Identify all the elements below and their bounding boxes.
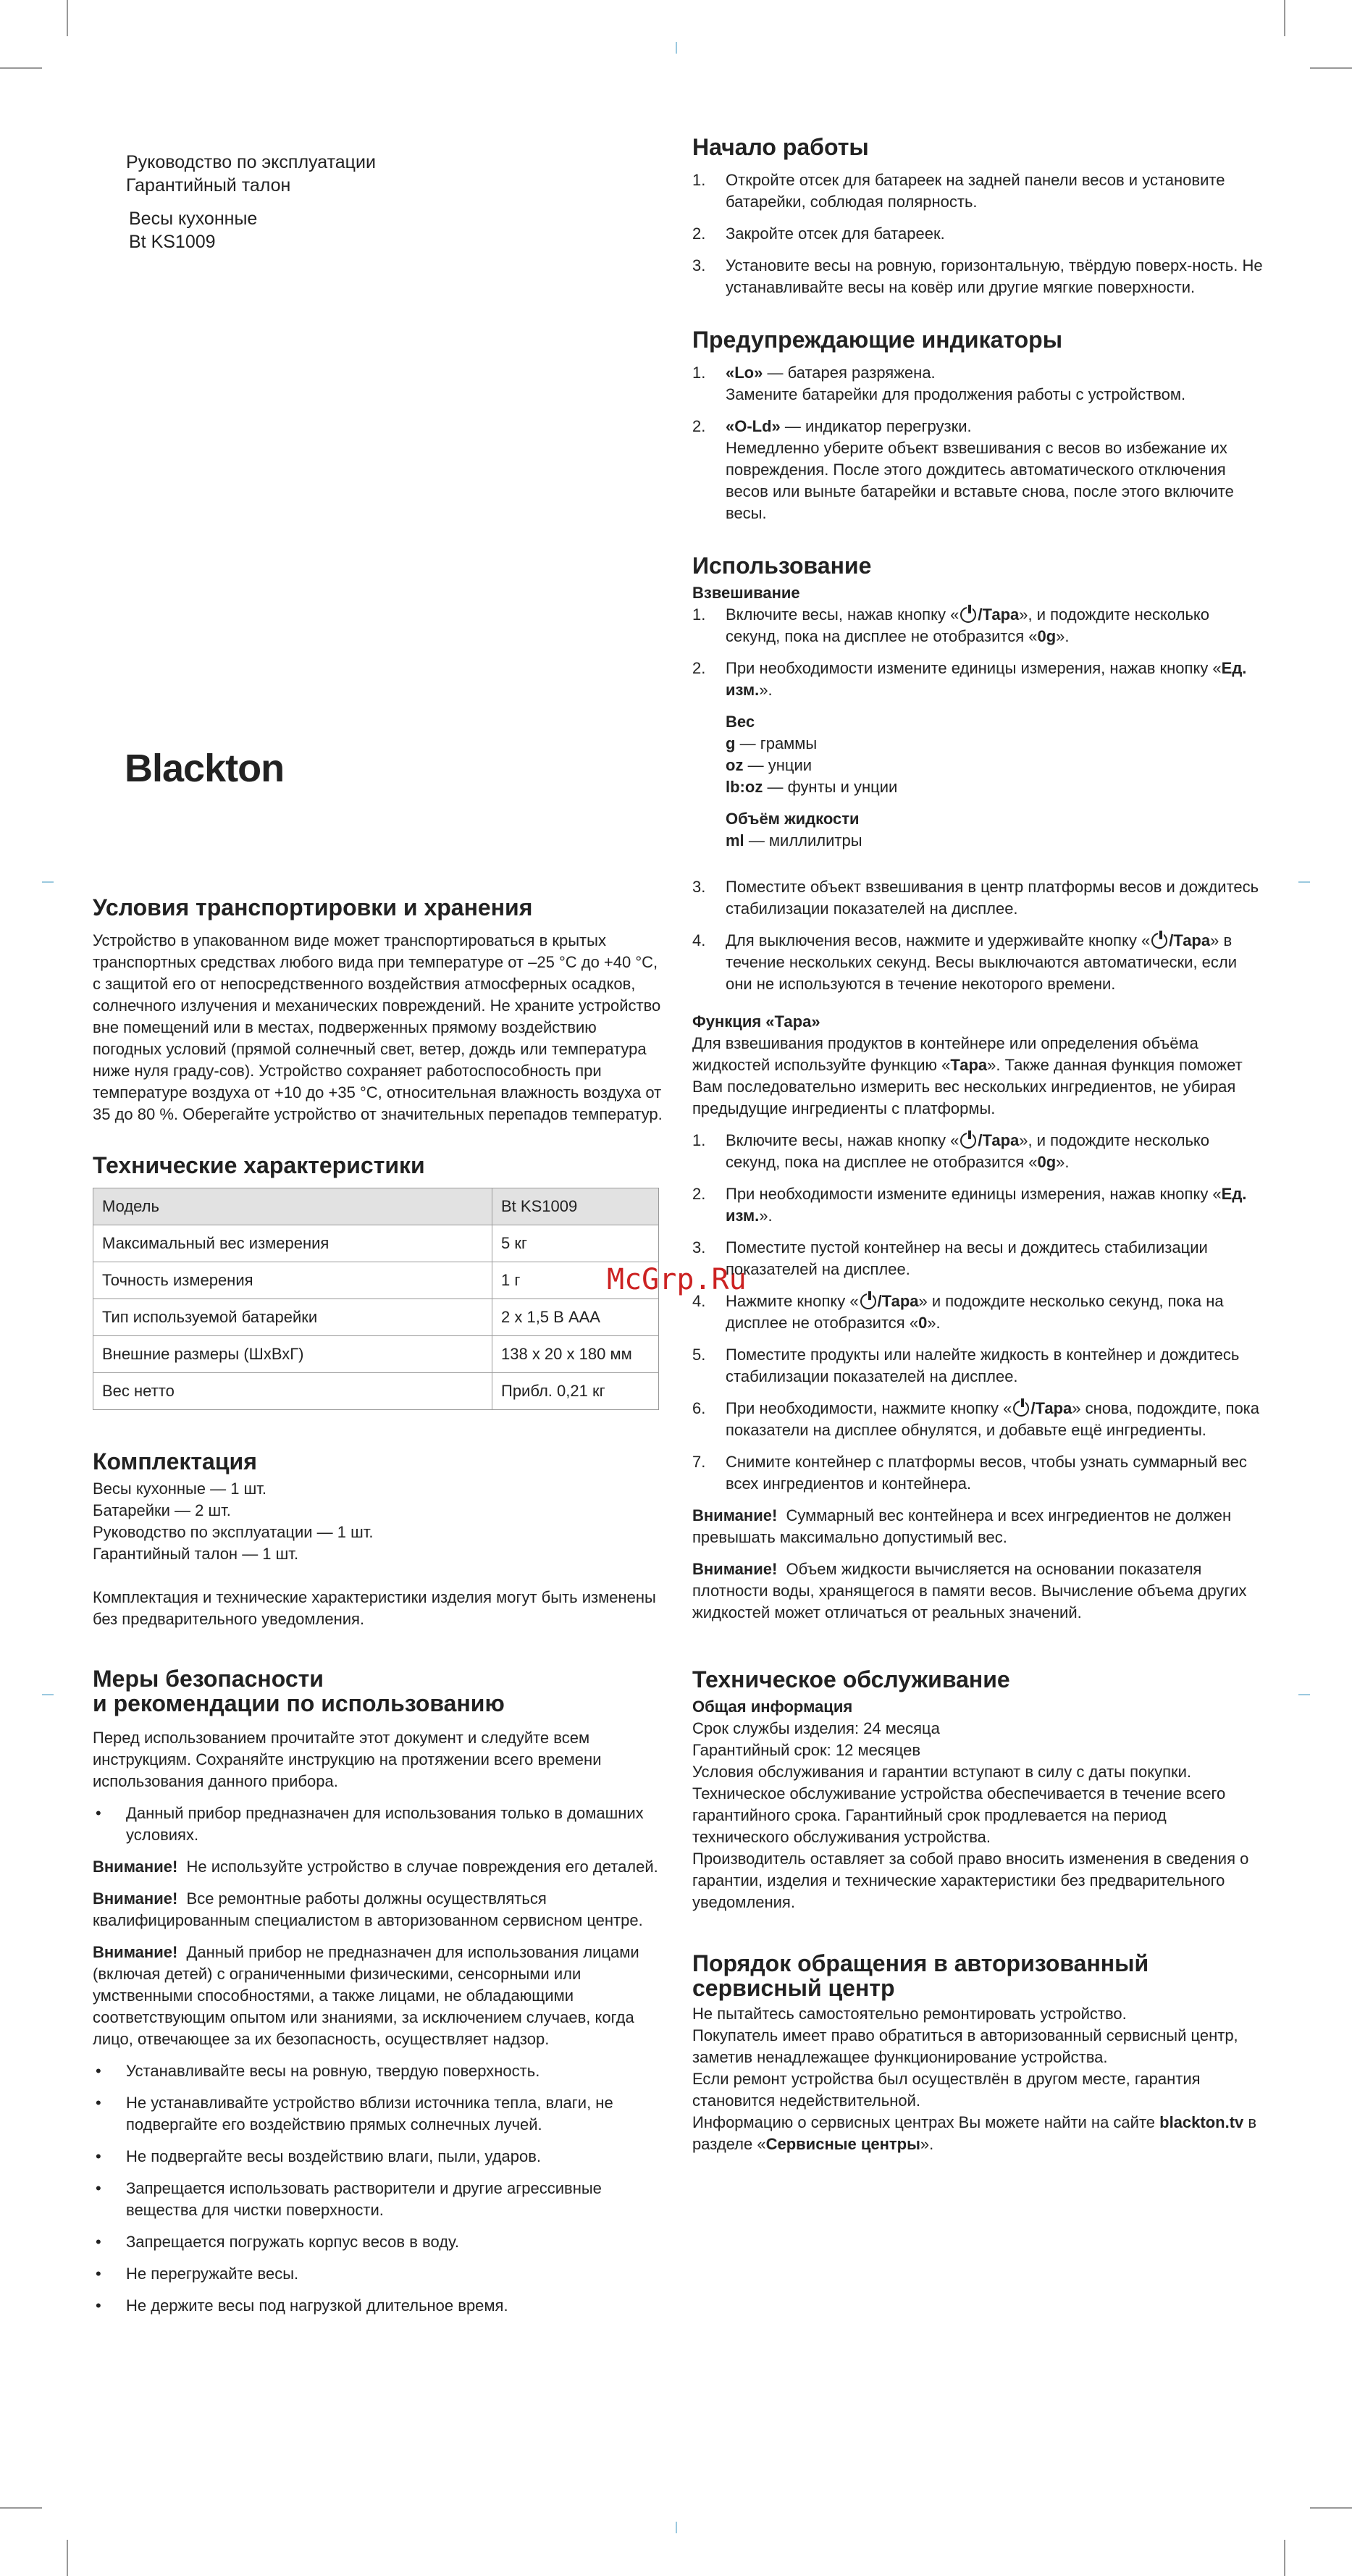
kit-title: Комплектация: [93, 1448, 257, 1474]
center-line: Если ремонт устройства был осуществлён в другом месте, гарантия становится недействительной.: [692, 2070, 1201, 2110]
list-item: • Не держите весы под нагрузкой длительное время.: [93, 2295, 665, 2317]
product-name: Весы кухонные: [129, 209, 258, 229]
list-item: 3. Поместите пустой контейнер на весы и дождитесь стабилизации показателей на дисплее.: [692, 1238, 1208, 1278]
spec-value-cell: 5 кг: [492, 1225, 659, 1262]
warning: [93, 1942, 665, 2050]
fold-mark: [42, 1694, 54, 1695]
spec-value-cell: 1 г: [492, 1262, 659, 1299]
watermark: McGrp.Ru: [607, 1263, 747, 1296]
safety-title-line1: Меры безопасности: [93, 1666, 324, 1692]
units-volume-label: Объём жидкости: [726, 810, 860, 828]
list-item: 2. При необходимости измените единицы измерения, нажав кнопку «Ед. изм.».: [692, 1185, 1247, 1225]
weighing-list: [692, 604, 1263, 995]
service-line: Гарантийный срок: 12 месяцев: [692, 1741, 921, 1759]
specs-table: [93, 1188, 659, 1410]
fold-mark: [676, 2522, 677, 2533]
brand-logo: Blackton: [125, 747, 285, 790]
fold-mark: [1298, 1694, 1310, 1695]
table-row: [93, 1225, 659, 1262]
list-item: • Данный прибор предназначен для использования только в домашних условиях.: [93, 1803, 665, 1846]
site-link[interactable]: blackton.tv: [1159, 2113, 1244, 2131]
start-list: [692, 169, 1263, 298]
weighing-subtitle: Взвешивание: [692, 584, 800, 602]
kit-item: Руководство по эксплуатации — 1 шт.: [93, 1523, 374, 1541]
spec-param-cell: Внешние размеры (ШхВхГ): [93, 1336, 492, 1373]
spec-param-cell: Модель: [93, 1188, 492, 1225]
indicators-title: Предупреждающие индикаторы: [692, 327, 1063, 353]
service-title: Техническое обслуживание: [692, 1666, 1010, 1692]
tare-intro: Для взвешивания продуктов в контейнере или определения объёма жидкостей используйте функцию «Тара». Также данная функция поможет Вам последовательно измерить вес нескольких ингредиентов, не убирая предыдущие ингредиенты с платформы.: [692, 1034, 1243, 1117]
safety-list-top: [93, 1803, 665, 1846]
center-line: Информацию о сервисных центрах Вы можете найти на сайте blackton.tv в разделе «Сервисные центры».: [692, 2113, 1257, 2153]
kit-list: [93, 1478, 665, 1565]
table-row: [93, 1336, 659, 1373]
center-title: [692, 1951, 1263, 2000]
center-title-line2: сервисный центр: [692, 1975, 895, 2001]
list-item: 1. «Lo» — батарея разряжена. Замените батарейки для продолжения работы с устройством.: [692, 364, 1186, 403]
warning: [93, 1888, 665, 1931]
service-line: Срок службы изделия: 24 месяца: [692, 1719, 940, 1737]
list-item: 1. Включите весы, нажав кнопку « /Тара», и подождите несколько секунд, пока на дисплее не отобразится «0g».: [692, 1131, 1210, 1171]
list-item: 2. При необходимости измените единицы измерения, нажав кнопку «Ед. изм.». Вес g — граммы oz — унции lb:oz — фунты и унции Объём жидкости ml — миллилитры: [692, 658, 1263, 866]
spec-param-cell: Тип используемой батарейки: [93, 1299, 492, 1336]
power-icon: [960, 1133, 976, 1149]
kit-item: Батарейки — 2 шт.: [93, 1501, 231, 1519]
left-column: [93, 895, 665, 2327]
warning-text: Все ремонтные работы должны осуществляться квалифицированным специалистом в авторизованном сервисном центре.: [93, 1889, 643, 1929]
right-column: [692, 135, 1263, 2155]
warning: [692, 1558, 1263, 1624]
warning-label: Внимание!: [93, 1943, 178, 1961]
list-item: • Устанавливайте весы на ровную, твердую поверхность.: [93, 2060, 665, 2082]
fold-mark: [676, 42, 677, 54]
power-icon: [860, 1293, 876, 1309]
list-item: 1. Откройте отсек для батареек на задней панели весов и установите батарейки, соблюдая полярность.: [692, 171, 1225, 211]
transport-text: Устройство в упакованном виде может транспортироваться в крытых транспортных средствах любого вида при температуре от –25 °С до +40 °С, с защитой его от непосредственного воздействия атмосферных осадков, солнечного излучения и механических повреждений. Не храните устройство вне помещений или в местах, подверженных прямому воздействию погодных условий (прямой солнечный свет, ветер, дождь или температура ниже нуля граду-сов). Устройство сохраняет работоспособность при температуре воздуха от +10 до +35 °С, относительная влажность воздуха от 35 до 80 %. Оберегайте устройство от значительных перепадов температур.: [93, 931, 663, 1123]
fold-mark: [42, 881, 54, 883]
center-line: Не пытайтесь самостоятельно ремонтировать устройство.: [692, 2005, 1127, 2023]
kit-note: Комплектация и технические характеристики изделия могут быть изменены без предварительного уведомления.: [93, 1588, 656, 1628]
fold-mark: [1298, 881, 1310, 883]
list-item: 4. Нажмите кнопку « /Тара» и подождите несколько секунд, пока на дисплее не отобразится «0».: [692, 1292, 1224, 1332]
warning-label: Внимание!: [93, 1889, 178, 1908]
table-row: [93, 1299, 659, 1336]
warning: [93, 1856, 665, 1878]
list-item: 5. Поместите продукты или налейте жидкость в контейнер и дождитесь стабилизации показателей на дисплее.: [692, 1346, 1240, 1385]
table-row: [93, 1188, 659, 1225]
spec-value-cell: 2 x 1,5 В ААА: [492, 1299, 659, 1336]
center-line: Покупатель имеет право обратиться в авторизованный сервисный центр, заметив ненадлежащее функционирование устройства.: [692, 2026, 1238, 2066]
service-line: Условия обслуживания и гарантии вступают в силу с даты покупки. Техническое обслуживание устройства обеспечивается в течение всего гарантийного срока. Гарантийный срок продлевается на период технического обслуживания устройства.: [692, 1763, 1226, 1846]
tare-list: [692, 1130, 1263, 1495]
kit-item: Гарантийный талон — 1 шт.: [93, 1545, 299, 1563]
list-item: • Не устанавливайте устройство вблизи источника тепла, влаги, не подвергайте его воздействию прямых солнечных лучей.: [93, 2092, 665, 2136]
warning: [692, 1505, 1263, 1548]
product-model: Bt KS1009: [129, 232, 216, 252]
spec-value-cell: Прибл. 0,21 кг: [492, 1373, 659, 1410]
list-item: 7. Снимите контейнер с платформы весов, чтобы узнать суммарный вес всех ингредиентов и контейнера.: [692, 1453, 1247, 1493]
crop-mark: [0, 2507, 42, 2509]
crop-mark: [1310, 2507, 1352, 2509]
list-item: 2. Закройте отсек для батареек.: [692, 225, 945, 243]
spec-param-cell: Точность измерения: [93, 1262, 492, 1299]
safety-intro: Перед использованием прочитайте этот документ и следуйте всем инструкциям. Сохраняйте инструкцию на протяжении всего времени использования данного прибора.: [93, 1729, 602, 1790]
list-item: 6. При необходимости, нажмите кнопку « /Тара» снова, подождите, пока показатели на дисплее обнулятся, и добавьте ещё ингредиенты.: [692, 1399, 1260, 1439]
service-subtitle: Общая информация: [692, 1698, 853, 1716]
header-subtitle: Гарантийный талон: [126, 175, 291, 196]
transport-title: Условия транспортировки и хранения: [93, 894, 533, 920]
kit-item: Весы кухонные — 1 шт.: [93, 1480, 267, 1498]
start-title: Начало работы: [692, 134, 869, 160]
warning-text: Не используйте устройство в случае повреждения его деталей.: [186, 1858, 658, 1876]
warning-label: Внимание!: [692, 1506, 778, 1524]
safety-title: [93, 1666, 665, 1716]
list-item: 3. Поместите объект взвешивания в центр платформы весов и дождитесь стабилизации показателей на дисплее.: [692, 878, 1259, 918]
list-item: • Не перегружайте весы.: [93, 2263, 665, 2285]
tare-subtitle: Функция «Тара»: [692, 1012, 820, 1031]
list-item: • Запрещается использовать растворители и другие агрессивные вещества для чистки поверхности.: [93, 2178, 665, 2221]
crop-mark: [67, 2540, 68, 2576]
spec-value-cell: 138 x 20 x 180 мм: [492, 1336, 659, 1373]
safety-title-line2: и рекомендации по использованию: [93, 1690, 505, 1716]
list-item: • Запрещается погружать корпус весов в воду.: [93, 2231, 665, 2253]
units-weight-label: Вес: [726, 713, 755, 731]
service-line: Производитель оставляет за собой право вносить изменения в сведения о гарантии, изделия и технические характеристики без предварительного уведомления.: [692, 1850, 1249, 1911]
list-item: • Не подвергайте весы воздействию влаги, пыли, ударов.: [93, 2146, 665, 2168]
warning-text: Суммарный вес контейнера и всех ингредиентов не должен превышать максимально допустимый вес.: [692, 1506, 1232, 1546]
table-row: [93, 1373, 659, 1410]
power-icon: [1151, 933, 1167, 949]
indicators-list: [692, 362, 1263, 524]
specs-title: Технические характеристики: [93, 1152, 425, 1178]
header-title: Руководство по эксплуатации: [126, 152, 376, 172]
power-icon: [1013, 1401, 1029, 1417]
safety-list: [93, 2060, 665, 2317]
crop-mark: [1284, 2540, 1285, 2576]
units-block: Вес g — граммы oz — унции lb:oz — фунты и унции Объём жидкости ml — миллилитры: [726, 713, 898, 849]
spec-param-cell: Максимальный вес измерения: [93, 1225, 492, 1262]
warning-label: Внимание!: [93, 1858, 178, 1876]
spec-value-cell: Bt KS1009: [492, 1188, 659, 1225]
list-item: 3. Установите весы на ровную, горизонтальную, твёрдую поверх-ность. Не устанавливайте весы на ковёр или другие мягкие поверхности.: [692, 256, 1263, 296]
table-row: [93, 1262, 659, 1299]
list-item: 2. «O-Ld» — индикатор перегрузки. Немедленно уберите объект взвешивания с весов во избежание их повреждения. После этого дождитесь автоматического отключения весов или выньте батарейки и вставьте снова, после этого включите весы.: [692, 417, 1234, 522]
doc-header: [126, 151, 376, 253]
spec-param-cell: Вес нетто: [93, 1373, 492, 1410]
warning-text: Объем жидкости вычисляется на основании показателя плотности воды, хранящегося в памяти весов. Вычисление объема других жидкостей может отличаться от реальных значений.: [692, 1560, 1247, 1621]
crop-mark: [0, 67, 42, 69]
warning-text: Данный прибор не предназначен для использования лицами (включая детей) с ограниченными физическими, сенсорными или умственными способностями, а также лицами, не обладающими соответствующим опытом или знаниями, за исключением случаев, когда лицо, отвечающее за их безопасность, осуществляет надзор.: [93, 1943, 639, 2048]
crop-mark: [1310, 67, 1352, 69]
crop-mark: [67, 0, 68, 36]
list-item: 4. Для выключения весов, нажмите и удерживайте кнопку « /Тара» в течение нескольких секунд. Весы выключаются автоматически, если они не используются в течение некоторого времени.: [692, 931, 1238, 993]
warning-label: Внимание!: [692, 1560, 778, 1578]
crop-mark: [1284, 0, 1285, 36]
usage-title: Использование: [692, 553, 872, 579]
list-item: 1. Включите весы, нажав кнопку « /Тара», и подождите несколько секунд, пока на дисплее не отобразится «0g».: [692, 605, 1210, 645]
center-title-line1: Порядок обращения в авторизованный: [692, 1950, 1149, 1976]
power-icon: [960, 607, 976, 623]
